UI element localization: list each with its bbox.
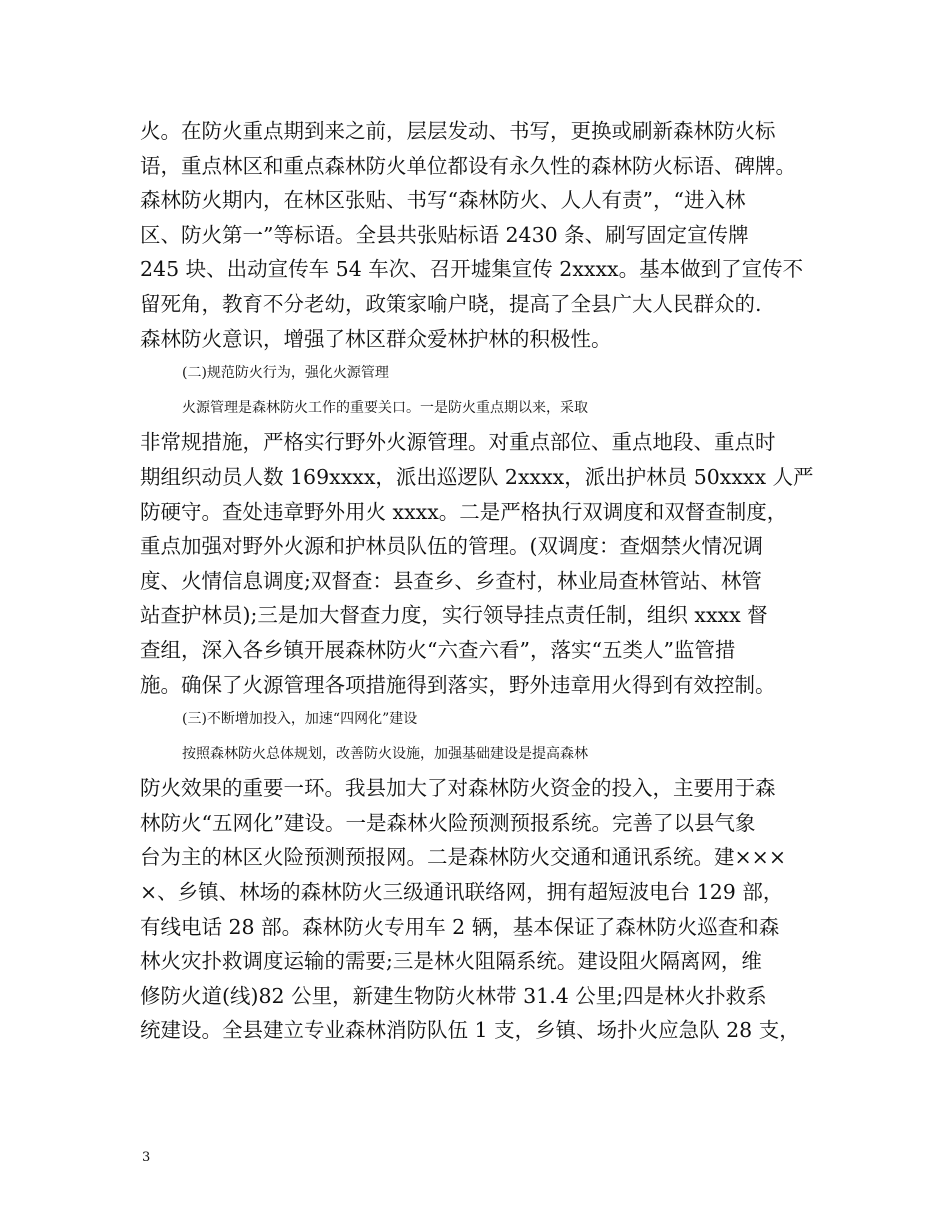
document-body [140,114,816,1048]
text-line: 期组织动员人数 169xxxx，派出巡逻队 2xxxx，派出护林员 50xxxx 人严 [140,464,814,489]
text-line: 施。确保了火源管理各项措施得到落实，野外违章用火得到有效控制。 [140,672,776,697]
text-line: 245 块、出动宣传车 54 车次、召开墟集宣传 2xxxx。基本做到了宣传不 [140,257,804,282]
text-line: 留死角，教育不分老幼，政策家喻户晓，提高了全县广大人民群众的. [140,291,762,316]
text-line: 有线电话 28 部。森林防火专用车 2 辆，基本保证了森林防火巡查和森 [140,914,780,939]
text-line: 林火灾扑救调度运输的需要;三是林火阻隔系统。建设阻火隔离网，维 [140,949,762,974]
text-line: 语，重点林区和重点森林防火单位都设有永久性的森林防火标语、碑牌。 [140,153,796,178]
text-line: 区、防火第一”等标语。全县共张贴标语 2430 条、刷写固定宣传牌 [140,222,749,247]
text-line: 查组，深入各乡镇开展森林防火“六查六看”，落实“五类人”监管措 [140,637,736,662]
text-line: 防火效果的重要一环。我县加大了对森林防火资金的投入，主要用于森 [140,776,776,801]
paragraph-first-line: 按照森林防火总体规划，改善防火设施，加强基础建设是提高森林 [182,745,588,762]
paragraph-first-line: (三)不断增加投入，加速“四网化”建设 [182,711,418,728]
text-line: 森林防火期内，在林区张贴、书写“森林防火、人人有责”，“进入林 [140,188,746,213]
paragraph-first-line: 火源管理是森林防火工作的重要关口。一是防火重点期以来，采取 [182,399,588,416]
text-line: 重点加强对野外火源和护林员队伍的管理。(双调度：查烟禁火情况调 [140,534,763,559]
paragraph-first-line: (二)规范防火行为，强化火源管理 [182,365,389,382]
text-line: 站查护林员);三是加大督查力度，实行领导挂点责任制，组织 xxxx 督 [140,603,768,628]
text-line: 度、火情信息调度;双督查：县查乡、乡查村，林业局查林管站、林管 [140,568,762,593]
text-line: 统建设。全县建立专业森林消防队伍 1 支，乡镇、场扑火应急队 28 支， [140,1018,800,1043]
text-line: 修防火道(线)82 公里，新建生物防火林带 31.4 公里;四是林火扑救系 [140,983,767,1008]
text-line: 火。在防火重点期到来之前，层层发动、书写，更换或刷新森林防火标 [140,119,776,143]
text-line: 林防火“五网化”建设。一是森林火险预测预报系统。完善了以县气象 [140,810,756,835]
text-line: 森林防火意识，增强了林区群众爱林护林的积极性。 [140,326,612,351]
text-line: ×、乡镇、林场的森林防火三级通讯联络网，拥有超短波电台 129 部， [140,880,784,905]
page-number: 3 [142,1150,151,1165]
text-line: 防硬守。查处违章野外用火 xxxx。二是严格执行双调度和双督查制度， [140,499,788,524]
text-line: 非常规措施，严格实行野外火源管理。对重点部位、重点地段、重点时 [140,430,776,455]
text-line: 台为主的林区火险预测预报网。二是森林防火交通和通讯系统。建××× [140,845,787,870]
